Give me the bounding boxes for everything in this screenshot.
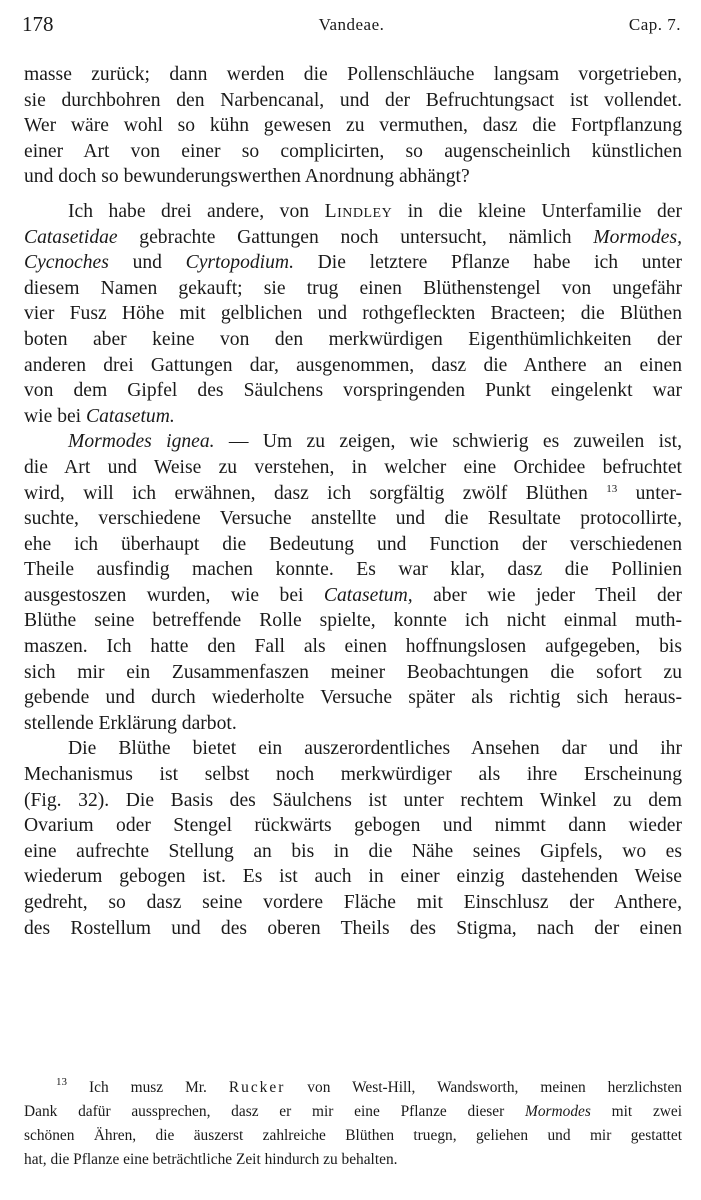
footnote-line: hat, die Pflanze eine beträchtliche Zeit hindurch zu behalten. xyxy=(24,1151,398,1168)
text-line: Theile ausfindig machen konnte. Es war klar, dasz die Pollinien xyxy=(24,559,682,581)
text-line: diesem Namen gekauft; sie trug einen Blüthenstengel von ungefähr xyxy=(24,277,682,299)
taxon-name: Catasetum, xyxy=(323,584,413,606)
paragraph-1 xyxy=(24,62,682,190)
chapter-label: Cap. 7. xyxy=(628,15,681,34)
body-text xyxy=(24,62,682,941)
text-line: Catasetidae gebrachte Gattungen noch untersucht, nämlich Mormodes, xyxy=(24,226,682,248)
footnote-line: schönen Ähren, die äuszerst zahlreiche Blüthen truegn, geliehen und mir gestattet xyxy=(24,1127,682,1144)
page-header xyxy=(22,12,681,42)
text-line: masse zurück; dann werden die Pollenschläuche langsam vorgetrieben, xyxy=(24,64,682,85)
text-line: von dem Gipfel des Säulchens vorspringenden Punkt eingelenkt war xyxy=(24,380,682,402)
footnote-line: Dank dafür aussprechen, dasz er mir eine Pflanze dieser Mormodes mit zwei xyxy=(24,1103,682,1120)
text-line: suchte, verschiedene Versuche anstellte und die Resultate protocollirte, xyxy=(24,508,682,530)
author-name: Lindley xyxy=(324,200,393,222)
text-line: anderen drei Gattungen dar, ausgenommen, dasz die Anthere an einen xyxy=(24,354,682,376)
taxon-name: Mormodes, xyxy=(593,226,682,248)
text-line: vier Fusz Höhe mit gelblichen und rothgefleckten Bracteen; die Blüthen xyxy=(24,303,682,325)
text-line: Ich habe drei andere, von Lindley in die kleine Unterfamilie der xyxy=(68,200,682,222)
footnote xyxy=(24,1076,682,1172)
text-line: sich mir ein Zusammenfaszen meiner Beobachtungen die sofort zu xyxy=(24,661,682,683)
paragraph-3 xyxy=(24,429,682,736)
text-line: (Fig. 32). Die Basis des Säulchens ist unter rechtem Winkel zu dem xyxy=(24,789,682,811)
taxon-name: Mormodes xyxy=(525,1103,591,1120)
running-title: Vandeae. xyxy=(318,15,385,34)
text-line: ausgestoszen wurden, wie bei Catasetum, aber wie jeder Theil der xyxy=(24,584,682,606)
text-line: des Rostellum und des oberen Theils des Stigma, nach der einen xyxy=(24,917,682,939)
person-name: Rucker xyxy=(228,1079,286,1096)
footnote-reference[interactable]: 13 xyxy=(606,482,618,495)
footnote-mark: 13 xyxy=(56,1076,67,1088)
taxon-name: Cyrtopodium. xyxy=(185,252,294,274)
text-line: Ovarium oder Stengel rückwärts gebogen und nimmt dann wieder xyxy=(24,815,682,837)
text-line: Mechanismus ist selbst noch merkwürdiger als ihre Erscheinung xyxy=(24,764,682,786)
page-number: 178 xyxy=(22,12,54,36)
text-line: sie durchbohren den Narbencanal, und der Befruchtungsact ist vollendet. xyxy=(24,89,682,111)
text-line: die Art und Weise zu verstehen, in welcher eine Orchidee befruchtet xyxy=(24,456,682,478)
text-line: Die Blüthe bietet ein auszerordentliches Ansehen dar und ihr xyxy=(68,738,682,760)
text-line: gebende und durch wiederholte Versuche später als richtig sich heraus- xyxy=(24,687,682,709)
text-line: wie bei Catasetum. xyxy=(24,405,175,427)
text-line: stellende Erklärung darbot. xyxy=(24,712,237,734)
section-heading: Mormodes ignea. xyxy=(68,431,215,453)
paragraph-4 xyxy=(24,736,682,941)
taxon-name: Cycnoches xyxy=(24,252,109,274)
taxon-name: Catasetidae xyxy=(24,226,118,248)
text-line: maszen. Ich hatte den Fall als einen hoffnungslosen aufgegeben, bis xyxy=(24,636,682,658)
footnote-line: $^{13}$ Ich musz Mr. Rucker von West-Hill, Wandsworth, meinen herzlichsten xyxy=(56,1076,682,1096)
text-line: ehe ich überhaupt die Bedeutung und Function der verschiedenen xyxy=(24,533,682,555)
paragraph-2 xyxy=(24,199,682,429)
text-line: Cycnoches und Cyrtopodium. Die letztere Pflanze habe ich unter xyxy=(24,252,682,274)
text-line: und doch so bewunderungswerthen Anordnung abhängt? xyxy=(24,166,470,188)
text-line: Wer wäre wohl so kühn gewesen zu vermuthen, dasz die Fortpflanzung xyxy=(24,115,682,137)
text-line: boten aber keine von den merkwürdigen Eigenthümlichkeiten der xyxy=(24,328,682,350)
text-line: Mormodes ignea. — Um zu zeigen, wie schwierig es zuweilen ist, xyxy=(68,431,682,453)
text-line: wiederum gebogen ist. Es ist auch in einer einzig dastehenden Weise xyxy=(24,866,682,888)
text-line: eine aufrechte Stellung an bis in die Nähe seines Gipfels, wo es xyxy=(24,840,682,862)
text-line: wird, will ich erwähnen, dasz ich sorgfältig zwölf Blüthen $^{13}$ unter- xyxy=(24,482,682,504)
taxon-name: Catasetum. xyxy=(86,405,175,427)
text-line: Blüthe seine betreffende Rolle spielte, konnte ich nicht einmal muth- xyxy=(24,610,682,632)
text-line: einer Art von einer so complicirten, so augenscheinlich künstlichen xyxy=(24,140,682,162)
text-line: gedreht, so dasz seine vordere Fläche mit Einschlusz der Anthere, xyxy=(24,892,682,913)
